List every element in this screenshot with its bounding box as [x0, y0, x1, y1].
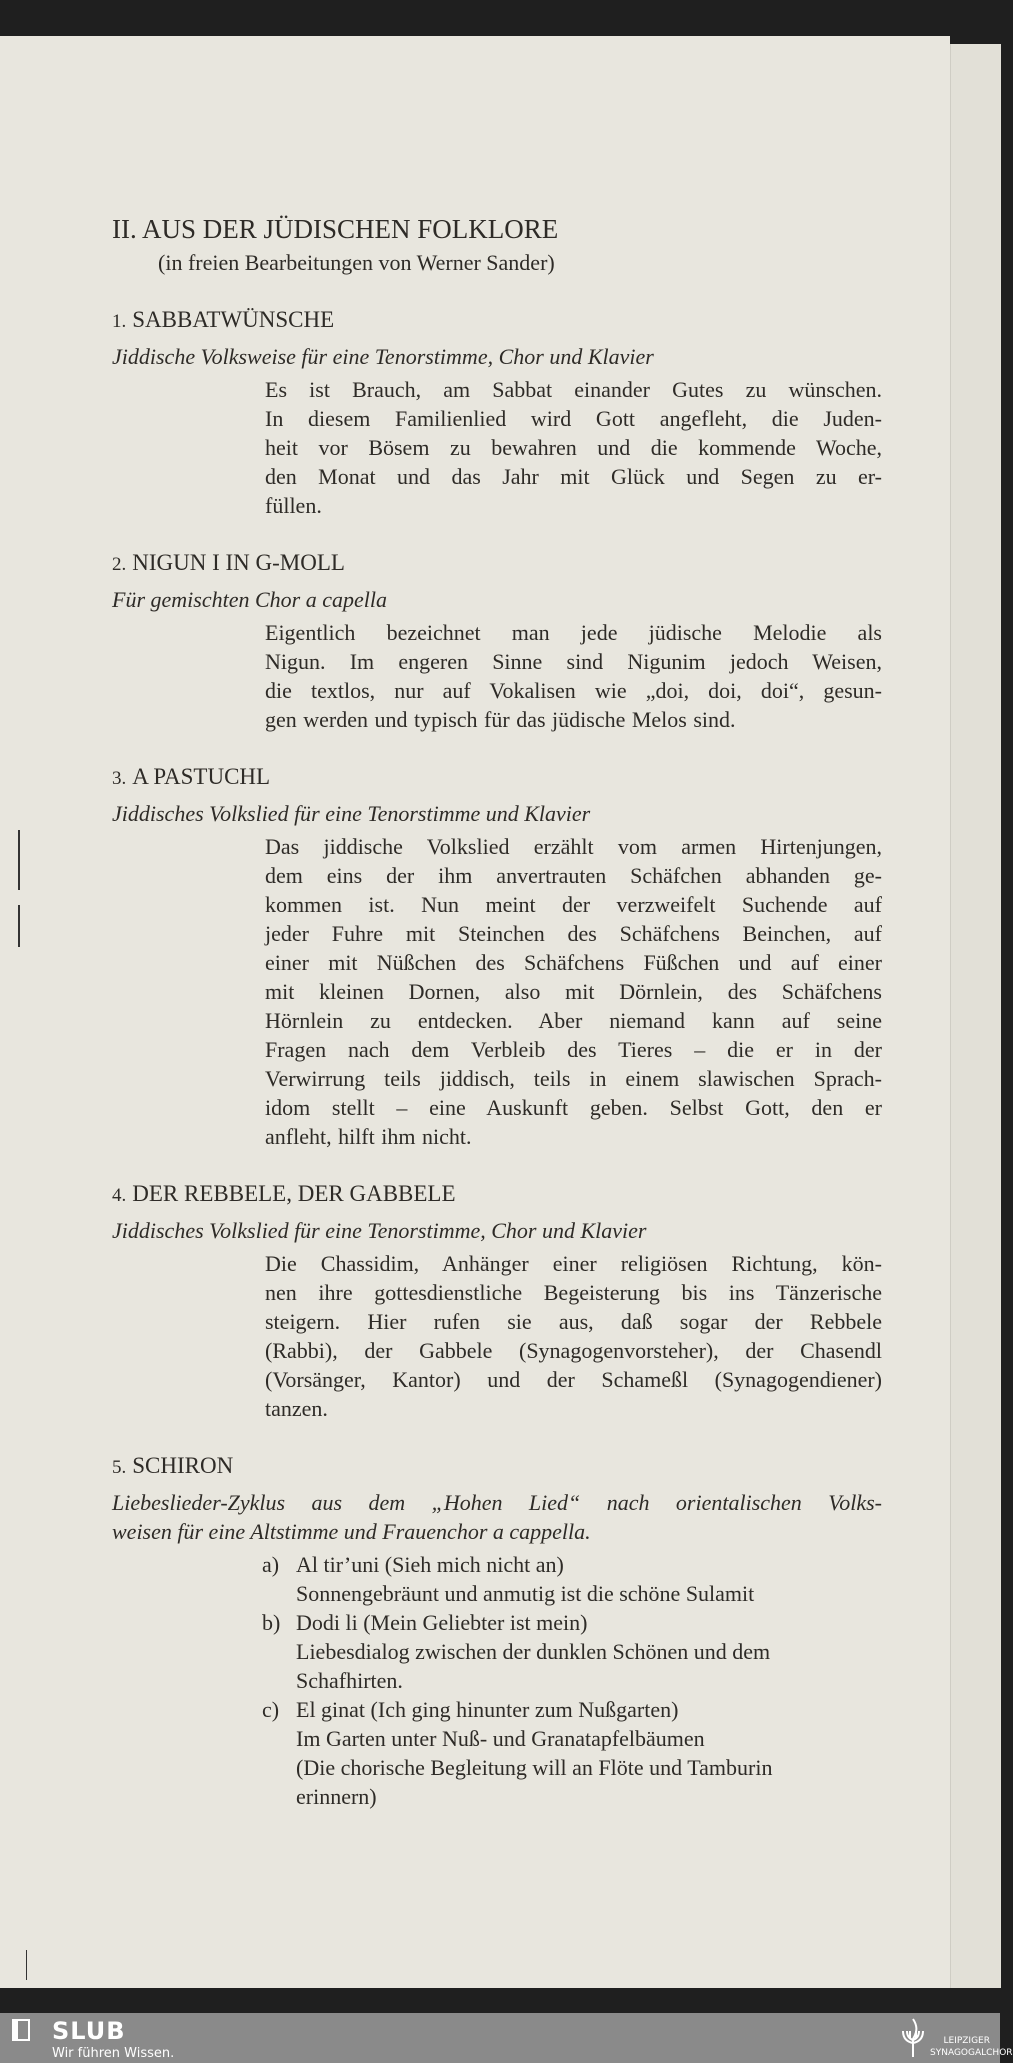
text-line: Liebesdialog zwischen der dunklen Schönen und dem — [296, 1639, 771, 1664]
section-number: 5. — [112, 1457, 127, 1478]
text-line: Al tir’uni (Sieh mich nicht an) — [296, 1552, 564, 1577]
song-label: a) — [262, 1552, 280, 1577]
text-line: El ginat (Ich ging hinunter zum Nußgarten) — [296, 1697, 679, 1722]
text-line: Dodi li (Mein Geliebter ist mein) — [296, 1610, 588, 1635]
section-instrumentation — [112, 1216, 882, 1245]
text-line: Im Garten unter Nuß- und Granatapfelbäumen — [296, 1726, 705, 1751]
text-line: Jiddisches Volkslied für eine Tenorstimme, Chor und Klavier — [112, 1218, 647, 1243]
margin-mark — [18, 830, 20, 890]
text-line: einer mit Nüßchen des Schäfchens Füßchen und auf einer — [265, 950, 882, 975]
text-line: weisen für eine Altstimme und Frauenchor a cappella. — [112, 1519, 591, 1544]
section-heading — [112, 305, 882, 336]
slub-logo[interactable]: SLUB — [52, 2017, 126, 2045]
text-line: Jiddisches Volkslied für eine Tenorstimme und Klavier — [112, 801, 591, 826]
text-line: Das jiddische Volkslied erzählt vom armen Hirtenjungen, — [265, 834, 882, 859]
section-number: 2. — [112, 554, 127, 575]
text-line: erinnern) — [296, 1784, 377, 1809]
page-subtitle: (in freien Bearbeitungen von Werner Sander) — [158, 250, 555, 275]
menorah-icon — [898, 2017, 928, 2059]
section-instrumentation — [112, 1488, 882, 1546]
margin-mark — [18, 905, 20, 947]
song-label: b) — [262, 1610, 281, 1635]
text-line: heit vor Bösem zu bewahren und die kommende Woche, — [265, 435, 882, 460]
section-heading — [112, 1179, 882, 1210]
text-line: füllen. — [265, 493, 322, 518]
text-line: Die Chassidim, Anhänger einer religiösen Richtung, kön- — [265, 1251, 882, 1276]
song-item — [262, 1550, 882, 1608]
song-item — [262, 1608, 882, 1695]
book-icon — [12, 2019, 30, 2041]
text-line: mit kleinen Dornen, also mit Dörnlein, des Schäfchens — [265, 979, 882, 1004]
text-line: (Die chorische Begleitung will an Flöte und Tamburin — [296, 1755, 773, 1780]
text-line: Sonnengebräunt und anmutig ist die schöne Sulamit — [296, 1581, 755, 1606]
partner-line-2: SYNAGOGALCHOR — [930, 2048, 1013, 2058]
song-label: c) — [262, 1697, 280, 1722]
margin-mark — [26, 1950, 27, 1980]
section-number: 3. — [112, 768, 127, 789]
text-line: steigern. Hier rufen sie aus, daß sogar der Rebbele — [265, 1309, 882, 1334]
song-list — [262, 1550, 882, 1811]
section-title: DER REBBELE, DER GABBELE — [132, 1181, 456, 1206]
text-line: den Monat und das Jahr mit Glück und Segen zu er- — [265, 464, 882, 489]
text-line: Fragen nach dem Verbleib des Tieres – die er in der — [265, 1037, 882, 1062]
section-title: NIGUN I IN G-MOLL — [132, 550, 345, 575]
partner-logo-text[interactable] — [930, 2035, 1013, 2059]
text-line: Es ist Brauch, am Sabbat einander Gutes zu wünschen. — [265, 377, 882, 402]
section-number: 1. — [112, 311, 127, 332]
text-line: Schafhirten. — [296, 1668, 403, 1693]
section-description — [265, 618, 882, 734]
song-text — [296, 1695, 882, 1811]
text-line: die textlos, nur auf Vokalisen wie „doi, doi, doi“, gesun- — [265, 678, 882, 703]
text-line: dem eins der ihm anvertrauten Schäfchen abhanden ge- — [265, 863, 882, 888]
text-line: Liebeslieder-Zyklus aus dem „Hohen Lied“ nach orientalischen Volks- — [112, 1490, 882, 1515]
text-line: Für gemischten Chor a capella — [112, 587, 387, 612]
text-line: kommen ist. Nun meint der verzweifelt Suchende auf — [265, 892, 882, 917]
section-instrumentation — [112, 342, 882, 371]
adjacent-page-edge — [950, 44, 1001, 1988]
text-line: Nigun. Im engeren Sinne sind Nigunim jedoch Weisen, — [265, 649, 882, 674]
partner-line-1: LEIPZIGER — [943, 2036, 990, 2046]
section-instrumentation — [112, 585, 882, 614]
section-instrumentation — [112, 799, 882, 828]
page-title: II. AUS DER JÜDISCHEN FOLKLORE — [112, 214, 559, 244]
text-line: Hörnlein zu entdecken. Aber niemand kann auf seine — [265, 1008, 882, 1033]
text-line: nen ihre gottesdienstliche Begeisterung bis ins Tänzerische — [265, 1280, 882, 1305]
section-title: SABBATWÜNSCHE — [132, 307, 335, 332]
text-line: jeder Fuhre mit Steinchen des Schäfchens Beinchen, auf — [265, 921, 882, 946]
section-title: A PASTUCHL — [132, 764, 271, 789]
footer-bar — [0, 2013, 1013, 2063]
text-line: (Vorsänger, Kantor) und der Schameßl (Synagogendiener) — [265, 1367, 882, 1392]
section-description — [265, 1249, 882, 1423]
section-heading — [112, 548, 882, 579]
song-text — [296, 1608, 882, 1695]
text-line: tanzen. — [265, 1396, 328, 1421]
slub-tagline: Wir führen Wissen. — [52, 2046, 175, 2061]
section-title: SCHIRON — [132, 1453, 234, 1478]
text-line: Jiddische Volksweise für eine Tenorstimme, Chor und Klavier — [112, 344, 654, 369]
song-text — [296, 1550, 882, 1608]
section-heading — [112, 762, 882, 793]
document-content — [112, 212, 882, 1811]
text-line: Verwirrung teils jiddisch, teils in einem slawischen Sprach- — [265, 1066, 882, 1091]
text-line: (Rabbi), der Gabbele (Synagogenvorsteher), der Chasendl — [265, 1338, 882, 1363]
song-item — [262, 1695, 882, 1811]
text-line: idom stellt – eine Auskunft geben. Selbst Gott, den er — [265, 1095, 882, 1120]
section-description — [265, 375, 882, 520]
text-line: gen werden und typisch für das jüdische Melos sind. — [265, 707, 736, 732]
text-line: anfleht, hilft ihm nicht. — [265, 1124, 472, 1149]
section-description — [265, 832, 882, 1151]
section-number: 4. — [112, 1185, 127, 1206]
text-line: Eigentlich bezeichnet man jede jüdische Melodie als — [265, 620, 882, 645]
text-line: In diesem Familienlied wird Gott angefleht, die Juden- — [265, 406, 882, 431]
section-heading — [112, 1451, 882, 1482]
